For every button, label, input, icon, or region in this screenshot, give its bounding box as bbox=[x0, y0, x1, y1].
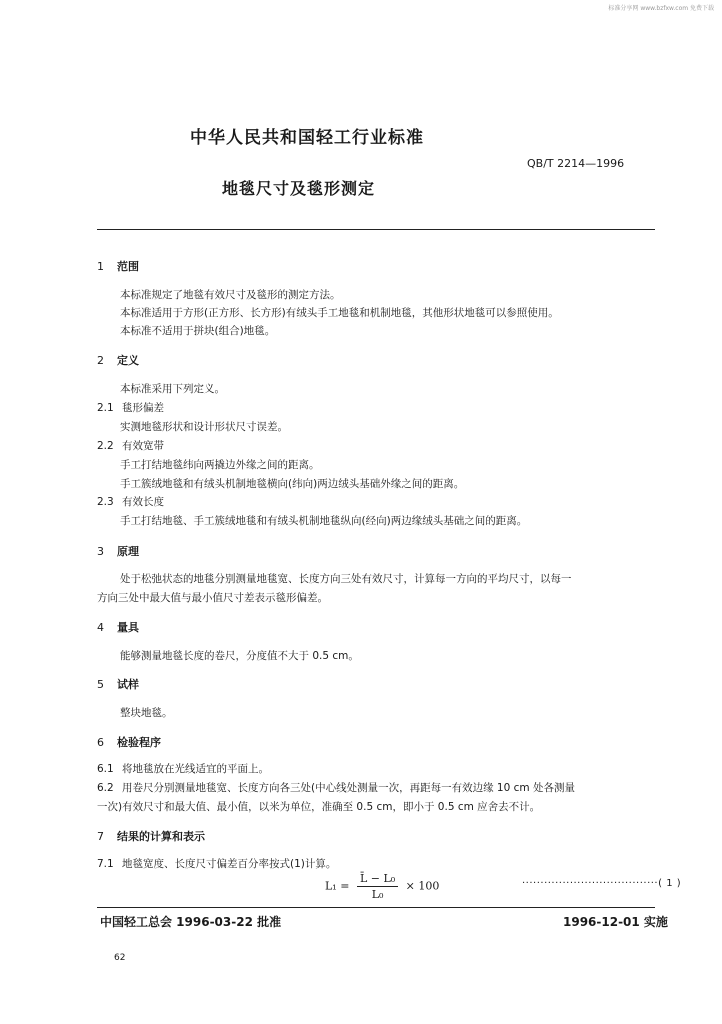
paragraph: 处于松弛状态的地毯分别测量地毯宽、长度方向三处有效尺寸，计算每一方向的平均尺寸，以每一 bbox=[120, 573, 572, 585]
clause-number: 6.2 bbox=[97, 782, 114, 794]
section-number: 2 bbox=[97, 354, 104, 367]
formula-fraction bbox=[357, 872, 398, 901]
document-title: 地毯尺寸及毯形测定 bbox=[222, 179, 376, 198]
page-number: 62 bbox=[114, 953, 126, 963]
clause-text: 将地毯放在光线适宜的平面上。 bbox=[122, 763, 269, 775]
paragraph: 手工簇绒地毯和有绒头机制地毯横向(纬向)两边绒头基础外缘之间的距离。 bbox=[120, 478, 465, 490]
paragraph: 本标准不适用于拼块(组合)地毯。 bbox=[120, 325, 276, 337]
formula-numerator: L̄ − L₀ bbox=[357, 872, 398, 887]
section-title: 定义 bbox=[117, 354, 139, 367]
definition-2-2-heading bbox=[97, 438, 164, 453]
clause-number: 2.2 bbox=[97, 440, 114, 452]
definition-2-1-heading bbox=[97, 400, 164, 415]
clause-title: 有效宽带 bbox=[122, 440, 164, 452]
clause-6-1 bbox=[97, 761, 269, 776]
formula-rhs: × 100 bbox=[405, 879, 440, 893]
paragraph: 能够测量地毯长度的卷尺，分度值不大于 0.5 cm。 bbox=[120, 650, 359, 662]
paragraph: 本标准适用于方形(正方形、长方形)有绒头手工地毯和机制地毯，其他形状地毯可以参照使用。 bbox=[120, 307, 559, 319]
clause-text: 地毯宽度、长度尺寸偏差百分率按式(1)计算。 bbox=[122, 858, 337, 870]
paragraph: 手工打结地毯纬向两撬边外缘之间的距离。 bbox=[120, 459, 320, 471]
section-3-heading bbox=[97, 543, 139, 559]
section-title: 原理 bbox=[117, 545, 139, 558]
implementation-date: 1996-12-01 实施 bbox=[563, 915, 668, 929]
paragraph: 本标准规定了地毯有效尺寸及毯形的测定方法。 bbox=[120, 289, 341, 301]
section-6-heading bbox=[97, 734, 161, 750]
formula-denominator: L₀ bbox=[371, 888, 384, 901]
section-title: 量具 bbox=[117, 621, 139, 634]
section-number: 3 bbox=[97, 545, 104, 558]
section-title: 试样 bbox=[117, 678, 139, 691]
section-number: 1 bbox=[97, 260, 104, 273]
formula-1 bbox=[325, 872, 439, 901]
section-1-heading bbox=[97, 258, 139, 274]
paragraph: 实测地毯形状和设计形状尺寸误差。 bbox=[120, 421, 288, 433]
formula-lhs: L₁ = bbox=[325, 879, 350, 893]
section-number: 6 bbox=[97, 736, 104, 749]
clause-number: 6.1 bbox=[97, 763, 114, 775]
section-7-heading bbox=[97, 828, 205, 844]
section-4-heading bbox=[97, 619, 139, 635]
watermark: 标准分享网 www.bzfxw.com 免费下载 bbox=[608, 5, 714, 12]
header-divider bbox=[97, 229, 655, 230]
standard-number: QB/T 2214—1996 bbox=[527, 157, 625, 170]
section-2-heading bbox=[97, 352, 139, 368]
section-number: 7 bbox=[97, 830, 104, 843]
paragraph: 一次)有效尺寸和最大值、最小值，以米为单位，准确至 0.5 cm，即小于 0.5 cm 应舍去不计。 bbox=[97, 801, 541, 813]
standard-category-title: 中华人民共和国轻工行业标准 bbox=[190, 128, 424, 148]
definition-2-3-heading bbox=[97, 494, 164, 509]
clause-number: 2.3 bbox=[97, 496, 114, 508]
paragraph: 手工打结地毯、手工簇绒地毯和有绒头机制地毯纵向(经向)两边缘绒头基础之间的距离。 bbox=[120, 515, 528, 527]
clause-number: 2.1 bbox=[97, 402, 114, 414]
clause-6-2 bbox=[97, 780, 575, 795]
equation-number: ·····································( 1 ) bbox=[522, 878, 682, 889]
section-number: 4 bbox=[97, 621, 104, 634]
footer-divider bbox=[97, 907, 655, 908]
section-number: 5 bbox=[97, 678, 104, 691]
section-title: 结果的计算和表示 bbox=[117, 830, 205, 843]
paragraph: 整块地毯。 bbox=[120, 707, 173, 719]
clause-text: 用卷尺分别测量地毯宽、长度方向各三处(中心线处测量一次，再距每一有效边缘 10 cm 处各测量 bbox=[122, 782, 575, 794]
paragraph: 本标准采用下列定义。 bbox=[120, 383, 225, 395]
section-title: 检验程序 bbox=[117, 736, 161, 749]
section-title: 范围 bbox=[117, 260, 139, 273]
clause-7-1 bbox=[97, 856, 336, 871]
paragraph: 方向三处中最大值与最小值尺寸差表示毯形偏差。 bbox=[97, 592, 328, 604]
clause-number: 7.1 bbox=[97, 858, 114, 870]
clause-title: 有效长度 bbox=[122, 496, 164, 508]
approval-date: 中国轻工总会 1996-03-22 批准 bbox=[100, 915, 282, 929]
clause-title: 毯形偏差 bbox=[122, 402, 164, 414]
section-5-heading bbox=[97, 676, 139, 692]
